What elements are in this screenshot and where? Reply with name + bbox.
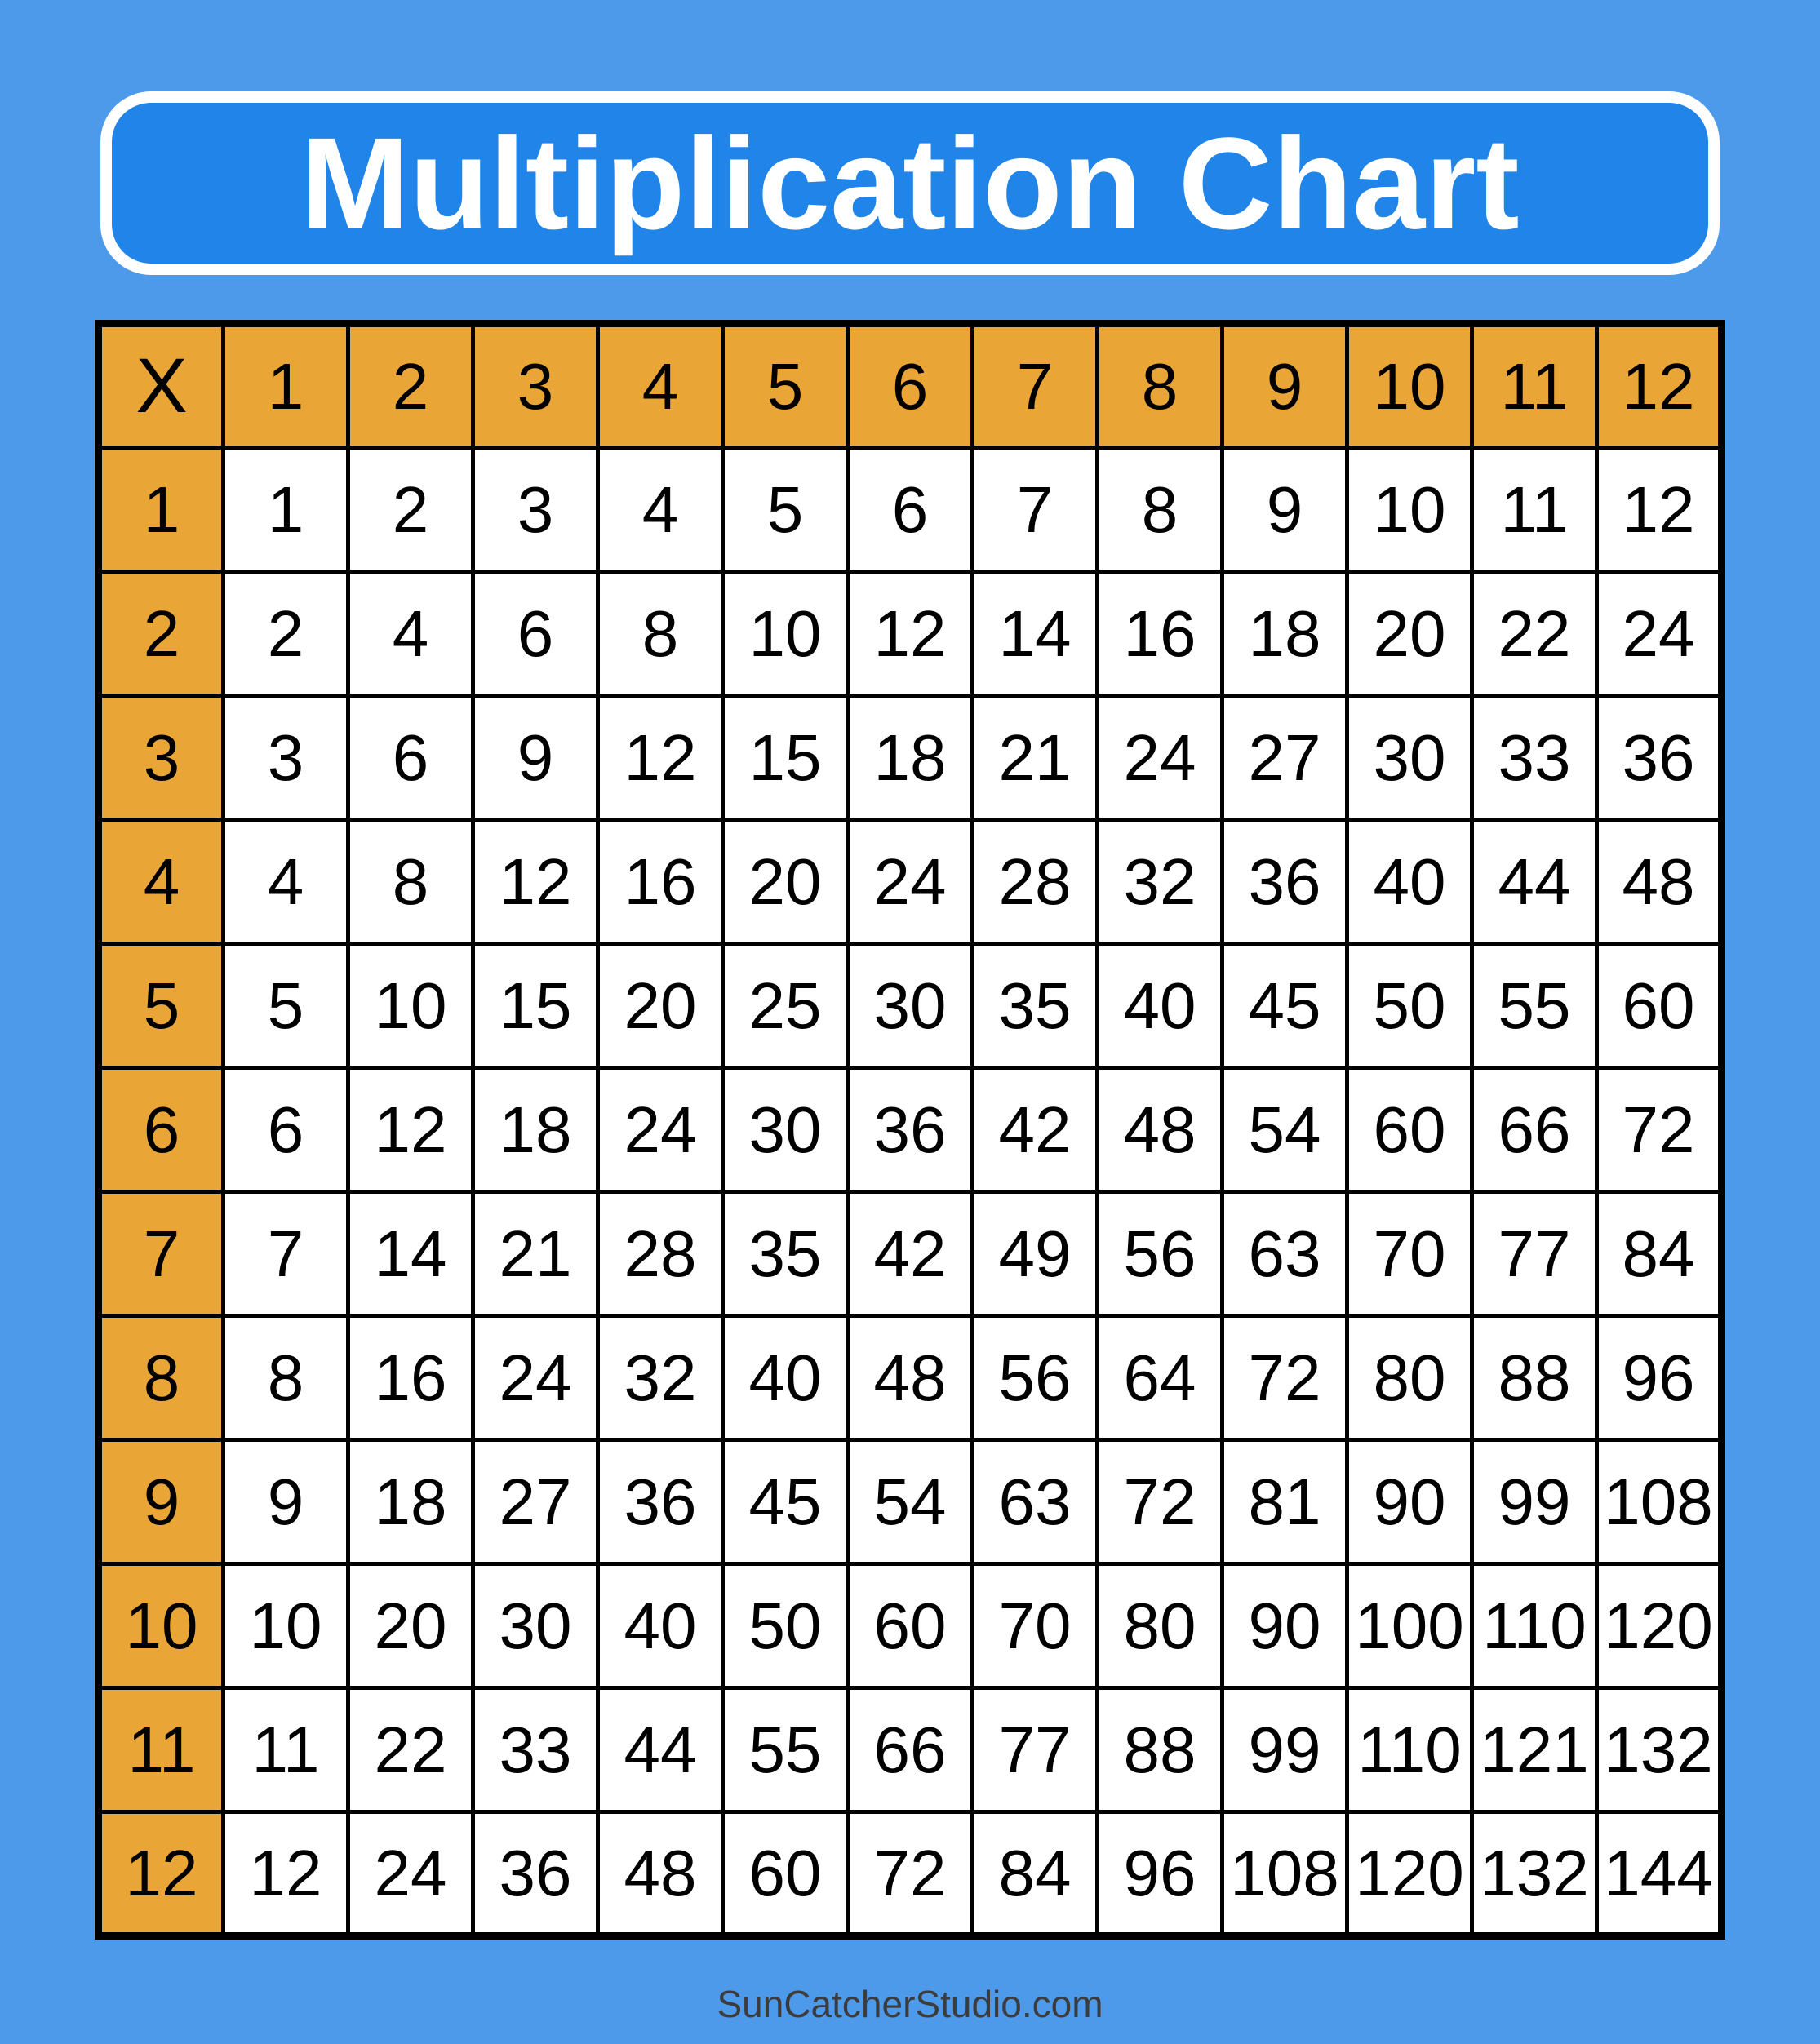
product-cell: 24 [1597, 572, 1722, 696]
product-cell: 24 [848, 820, 973, 944]
product-cell: 42 [848, 1192, 973, 1316]
product-cell: 80 [1098, 1564, 1223, 1688]
product-cell: 144 [1597, 1812, 1722, 1936]
table-row [99, 1192, 1722, 1316]
product-cell: 60 [723, 1812, 848, 1936]
product-cell: 120 [1347, 1812, 1472, 1936]
product-cell: 63 [973, 1440, 1098, 1564]
product-cell: 11 [224, 1688, 348, 1812]
product-cell: 54 [848, 1440, 973, 1564]
product-cell: 9 [1223, 448, 1347, 572]
product-cell: 108 [1223, 1812, 1347, 1936]
product-cell: 7 [224, 1192, 348, 1316]
product-cell: 96 [1597, 1316, 1722, 1440]
row-header-cell: 6 [99, 1068, 224, 1192]
product-cell: 36 [1597, 696, 1722, 820]
column-header-cell: 9 [1223, 324, 1347, 448]
product-cell: 1 [224, 448, 348, 572]
footer-credit: SunCatcherStudio.com [717, 1983, 1103, 2025]
product-cell: 88 [1472, 1316, 1597, 1440]
product-cell: 10 [1347, 448, 1472, 572]
product-cell: 56 [1098, 1192, 1223, 1316]
product-cell: 108 [1597, 1440, 1722, 1564]
row-header-cell: 2 [99, 572, 224, 696]
product-cell: 21 [973, 696, 1098, 820]
product-cell: 56 [973, 1316, 1098, 1440]
product-cell: 66 [1472, 1068, 1597, 1192]
product-cell: 27 [473, 1440, 598, 1564]
product-cell: 12 [848, 572, 973, 696]
product-cell: 55 [723, 1688, 848, 1812]
column-header-cell: 6 [848, 324, 973, 448]
product-cell: 2 [224, 572, 348, 696]
table-row [99, 448, 1722, 572]
row-header-cell: 4 [99, 820, 224, 944]
product-cell: 88 [1098, 1688, 1223, 1812]
product-cell: 60 [848, 1564, 973, 1688]
product-cell: 63 [1223, 1192, 1347, 1316]
product-cell: 55 [1472, 944, 1597, 1068]
row-header-cell: 7 [99, 1192, 224, 1316]
product-cell: 28 [973, 820, 1098, 944]
product-cell: 12 [1597, 448, 1722, 572]
product-cell: 6 [348, 696, 473, 820]
row-header-cell: 12 [99, 1812, 224, 1936]
product-cell: 42 [973, 1068, 1098, 1192]
product-cell: 11 [1472, 448, 1597, 572]
product-cell: 30 [848, 944, 973, 1068]
product-cell: 35 [973, 944, 1098, 1068]
product-cell: 20 [348, 1564, 473, 1688]
product-cell: 36 [848, 1068, 973, 1192]
page-title: Multiplication Chart [300, 109, 1520, 256]
row-header-cell: 10 [99, 1564, 224, 1688]
product-cell: 100 [1347, 1564, 1472, 1688]
product-cell: 84 [1597, 1192, 1722, 1316]
product-cell: 81 [1223, 1440, 1347, 1564]
product-cell: 20 [598, 944, 723, 1068]
product-cell: 20 [723, 820, 848, 944]
product-cell: 8 [598, 572, 723, 696]
product-cell: 132 [1472, 1812, 1597, 1936]
product-cell: 12 [598, 696, 723, 820]
product-cell: 24 [348, 1812, 473, 1936]
product-cell: 5 [224, 944, 348, 1068]
product-cell: 4 [348, 572, 473, 696]
product-cell: 10 [348, 944, 473, 1068]
table-row [99, 1316, 1722, 1440]
column-header-cell: 10 [1347, 324, 1472, 448]
table-row [99, 1068, 1722, 1192]
product-cell: 121 [1472, 1688, 1597, 1812]
product-cell: 70 [1347, 1192, 1472, 1316]
product-cell: 54 [1223, 1068, 1347, 1192]
table-body [99, 448, 1722, 1936]
product-cell: 4 [224, 820, 348, 944]
product-cell: 32 [598, 1316, 723, 1440]
column-header-cell: 5 [723, 324, 848, 448]
product-cell: 4 [598, 448, 723, 572]
product-cell: 28 [598, 1192, 723, 1316]
table-row [99, 572, 1722, 696]
table-row [99, 696, 1722, 820]
product-cell: 48 [1098, 1068, 1223, 1192]
product-cell: 18 [1223, 572, 1347, 696]
product-cell: 7 [973, 448, 1098, 572]
product-cell: 8 [1098, 448, 1223, 572]
product-cell: 21 [473, 1192, 598, 1316]
product-cell: 96 [1098, 1812, 1223, 1936]
product-cell: 16 [1098, 572, 1223, 696]
product-cell: 50 [723, 1564, 848, 1688]
row-header-cell: 5 [99, 944, 224, 1068]
product-cell: 33 [1472, 696, 1597, 820]
column-header-cell: 12 [1597, 324, 1722, 448]
product-cell: 77 [1472, 1192, 1597, 1316]
column-header-cell: 1 [224, 324, 348, 448]
product-cell: 35 [723, 1192, 848, 1316]
product-cell: 16 [598, 820, 723, 944]
product-cell: 36 [598, 1440, 723, 1564]
product-cell: 22 [1472, 572, 1597, 696]
product-cell: 36 [1223, 820, 1347, 944]
product-cell: 30 [723, 1068, 848, 1192]
product-cell: 6 [224, 1068, 348, 1192]
product-cell: 72 [848, 1812, 973, 1936]
product-cell: 110 [1472, 1564, 1597, 1688]
product-cell: 70 [973, 1564, 1098, 1688]
product-cell: 16 [348, 1316, 473, 1440]
product-cell: 14 [348, 1192, 473, 1316]
row-header-cell: 8 [99, 1316, 224, 1440]
product-cell: 22 [348, 1688, 473, 1812]
column-header-cell: 3 [473, 324, 598, 448]
multiplication-table [95, 320, 1725, 1940]
table-row [99, 820, 1722, 944]
title-banner [100, 91, 1720, 275]
product-cell: 12 [224, 1812, 348, 1936]
product-cell: 24 [473, 1316, 598, 1440]
row-header-cell: 9 [99, 1440, 224, 1564]
product-cell: 48 [848, 1316, 973, 1440]
product-cell: 72 [1597, 1068, 1722, 1192]
product-cell: 36 [473, 1812, 598, 1936]
product-cell: 14 [973, 572, 1098, 696]
product-cell: 77 [973, 1688, 1098, 1812]
column-header-cell: 7 [973, 324, 1098, 448]
product-cell: 25 [723, 944, 848, 1068]
product-cell: 99 [1223, 1688, 1347, 1812]
product-cell: 44 [598, 1688, 723, 1812]
product-cell: 66 [848, 1688, 973, 1812]
column-header-cell: 2 [348, 324, 473, 448]
product-cell: 27 [1223, 696, 1347, 820]
product-cell: 90 [1223, 1564, 1347, 1688]
column-header-cell: 8 [1098, 324, 1223, 448]
product-cell: 24 [598, 1068, 723, 1192]
product-cell: 8 [224, 1316, 348, 1440]
product-cell: 84 [973, 1812, 1098, 1936]
corner-cell: X [99, 324, 224, 448]
product-cell: 18 [848, 696, 973, 820]
product-cell: 15 [723, 696, 848, 820]
product-cell: 10 [723, 572, 848, 696]
product-cell: 80 [1347, 1316, 1472, 1440]
product-cell: 15 [473, 944, 598, 1068]
product-cell: 110 [1347, 1688, 1472, 1812]
product-cell: 3 [224, 696, 348, 820]
product-cell: 48 [1597, 820, 1722, 944]
product-cell: 44 [1472, 820, 1597, 944]
product-cell: 20 [1347, 572, 1472, 696]
product-cell: 33 [473, 1688, 598, 1812]
product-cell: 72 [1223, 1316, 1347, 1440]
product-cell: 10 [224, 1564, 348, 1688]
product-cell: 90 [1347, 1440, 1472, 1564]
product-cell: 3 [473, 448, 598, 572]
table-row [99, 1688, 1722, 1812]
product-cell: 72 [1098, 1440, 1223, 1564]
table-row [99, 1564, 1722, 1688]
product-cell: 132 [1597, 1688, 1722, 1812]
product-cell: 50 [1347, 944, 1472, 1068]
product-cell: 40 [598, 1564, 723, 1688]
product-cell: 40 [723, 1316, 848, 1440]
product-cell: 60 [1597, 944, 1722, 1068]
header-row [99, 324, 1722, 448]
product-cell: 48 [598, 1812, 723, 1936]
product-cell: 45 [723, 1440, 848, 1564]
product-cell: 8 [348, 820, 473, 944]
product-cell: 9 [224, 1440, 348, 1564]
table-row [99, 1440, 1722, 1564]
product-cell: 40 [1347, 820, 1472, 944]
product-cell: 40 [1098, 944, 1223, 1068]
product-cell: 18 [348, 1440, 473, 1564]
product-cell: 18 [473, 1068, 598, 1192]
product-cell: 120 [1597, 1564, 1722, 1688]
product-cell: 24 [1098, 696, 1223, 820]
table-row [99, 1812, 1722, 1936]
product-cell: 2 [348, 448, 473, 572]
product-cell: 12 [348, 1068, 473, 1192]
row-header-cell: 3 [99, 696, 224, 820]
product-cell: 12 [473, 820, 598, 944]
product-cell: 32 [1098, 820, 1223, 944]
column-header-cell: 11 [1472, 324, 1597, 448]
product-cell: 30 [1347, 696, 1472, 820]
product-cell: 6 [473, 572, 598, 696]
column-header-cell: 4 [598, 324, 723, 448]
table-row [99, 944, 1722, 1068]
product-cell: 64 [1098, 1316, 1223, 1440]
product-cell: 5 [723, 448, 848, 572]
product-cell: 30 [473, 1564, 598, 1688]
product-cell: 45 [1223, 944, 1347, 1068]
row-header-cell: 11 [99, 1688, 224, 1812]
table-header [99, 324, 1722, 448]
product-cell: 49 [973, 1192, 1098, 1316]
row-header-cell: 1 [99, 448, 224, 572]
product-cell: 9 [473, 696, 598, 820]
product-cell: 60 [1347, 1068, 1472, 1192]
product-cell: 99 [1472, 1440, 1597, 1564]
product-cell: 6 [848, 448, 973, 572]
